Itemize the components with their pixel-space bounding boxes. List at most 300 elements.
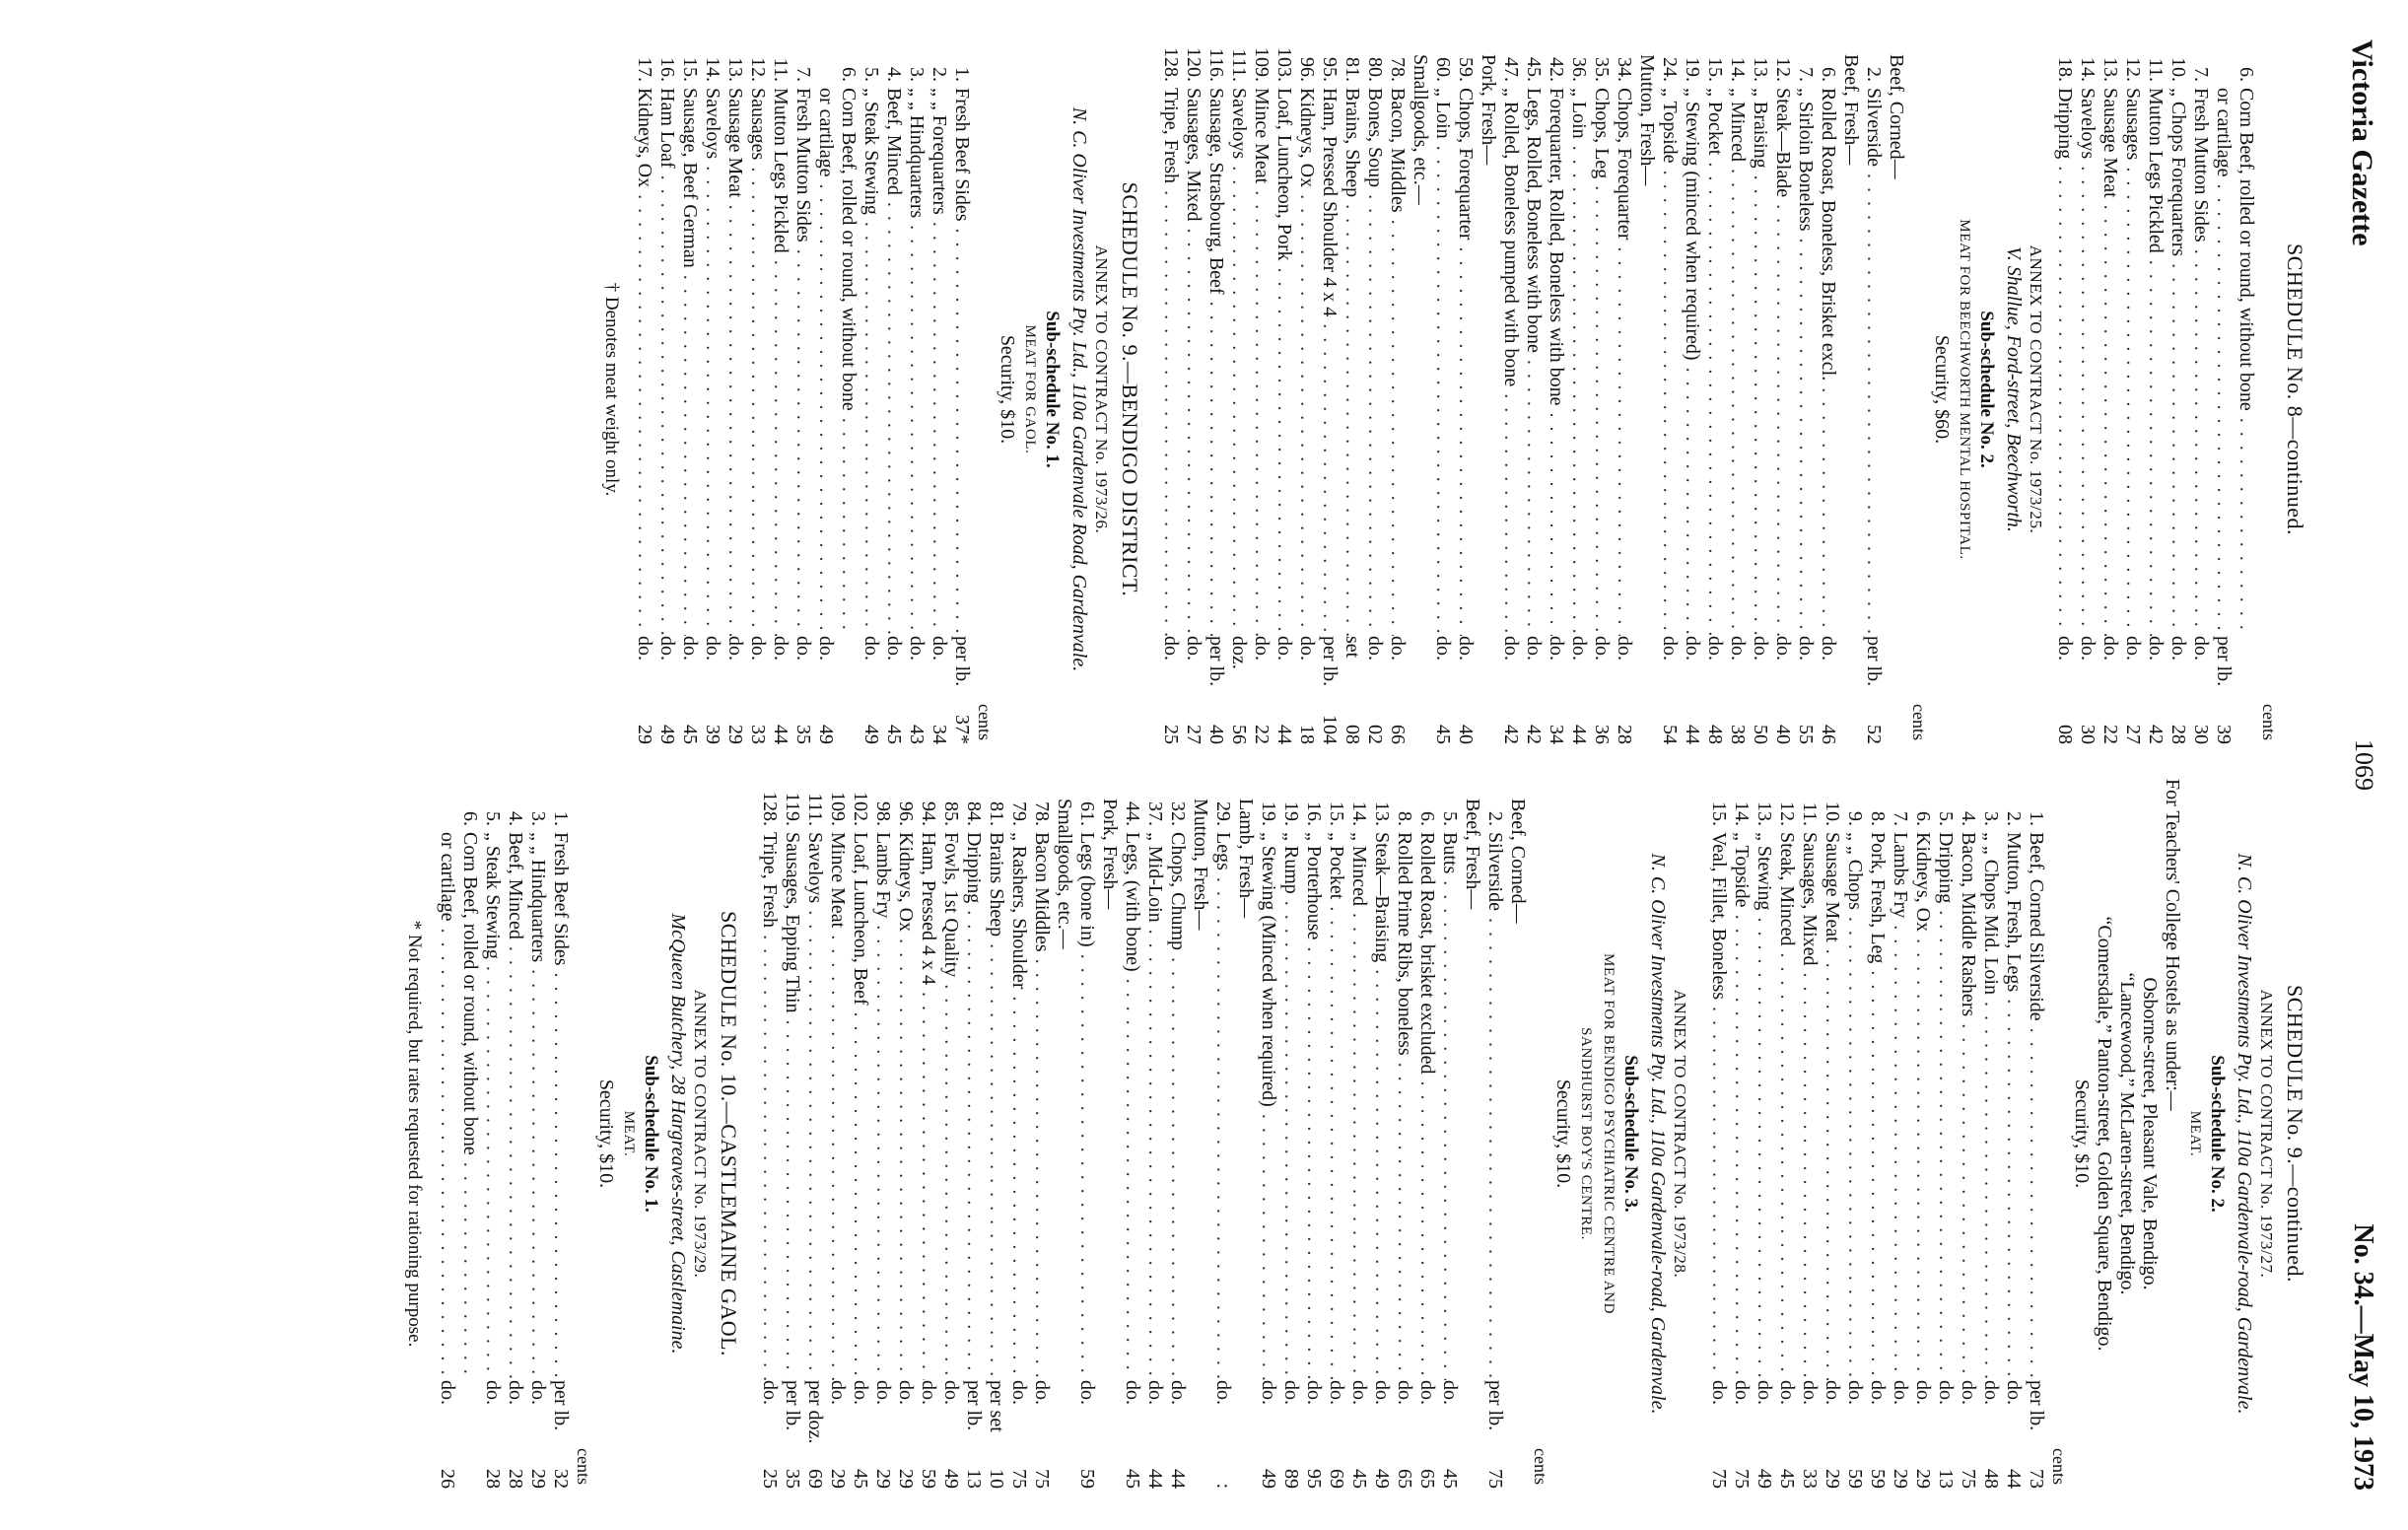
item-unit: do.	[747, 636, 769, 661]
item-number: 81.	[986, 801, 1007, 826]
meat-heading-1973-27: MEAT.	[2187, 1110, 2203, 1157]
item-number: 60.	[1432, 57, 1454, 82]
item-price: 75	[1008, 1469, 1030, 1489]
item-name: Sausage Meat . .	[2098, 88, 2121, 636]
item-name: „ Topside . .	[1730, 832, 1753, 1380]
pork-fresh-items	[1075, 779, 1098, 1489]
item-price: 75	[1484, 1469, 1506, 1489]
item-price: :	[1212, 1483, 1234, 1489]
item-price: 26	[437, 1469, 458, 1489]
item-price: 44	[2003, 1469, 2025, 1489]
item-price: 02	[1364, 725, 1386, 744]
item-number: 3.	[906, 67, 928, 82]
price-row	[1204, 35, 1227, 744]
price-row	[1318, 35, 1341, 744]
price-row	[1075, 779, 1098, 1489]
item-name: „ Porterhouse . .	[1302, 832, 1325, 1380]
item-name: Chops, Chump . .	[1166, 832, 1189, 1380]
item-unit: per lb.	[782, 1380, 803, 1431]
item-price: 104	[1319, 715, 1341, 744]
item-unit: do.	[1568, 636, 1590, 661]
item-price: 48	[1980, 1469, 2002, 1489]
item-name: Sausage, Beef German . .	[678, 88, 701, 636]
item-price: 13	[1935, 1469, 1957, 1489]
price-row	[1273, 35, 1295, 744]
item-name: Sausages, Mixed . .	[1798, 832, 1821, 1380]
item-unit: do.	[1348, 1380, 1370, 1405]
price-row	[781, 779, 803, 1489]
item-price: 44	[1144, 1469, 1166, 1489]
item-name: Mutton Legs Pickled . .	[769, 88, 791, 636]
contractor-1973-25: V. Shallue, Ford-street, Beechworth.	[2003, 246, 2025, 532]
item-number: 37.	[1144, 801, 1166, 826]
item-unit: do.	[1799, 1380, 1821, 1405]
item-price: 73	[2026, 1469, 2047, 1489]
item-unit: do.	[2145, 636, 2167, 661]
item-number: 36.	[1568, 57, 1590, 82]
item-name: Sausages . .	[746, 88, 769, 636]
item-number: 81.	[1342, 57, 1363, 82]
item-unit: per lb.	[1319, 636, 1341, 687]
item-price: 08	[2054, 725, 2076, 744]
item-name: Sausage Meat . .	[1821, 832, 1843, 1380]
item-price: 55	[1795, 725, 1817, 744]
price-row	[1227, 35, 1250, 744]
item-number: 8.	[1394, 811, 1415, 826]
price-row	[1703, 35, 1726, 744]
item-number: 10.	[1822, 801, 1843, 826]
item-name: Sausages, Mixed . .	[1182, 88, 1204, 636]
item-unit: do.	[1614, 636, 1635, 661]
item-name: Bones, Soup . .	[1363, 88, 1386, 636]
item-price: 28	[505, 1469, 526, 1489]
item-price: 40	[1205, 725, 1227, 744]
price-row	[504, 779, 526, 1489]
item-name: Legs . .	[1211, 832, 1234, 1380]
item-name: Fowls, 1st Quality . .	[939, 832, 962, 1380]
item-name: Mutton Legs Pickled . .	[2144, 88, 2167, 636]
item-number: 78.	[1387, 57, 1409, 82]
item-number: 18.	[2054, 57, 2076, 82]
price-row	[814, 35, 837, 744]
item-price: 29	[872, 1469, 894, 1489]
item-unit: do.	[2054, 636, 2076, 661]
item-number: 116.	[1205, 47, 1227, 82]
item-name: Silverside . .	[1483, 832, 1506, 1380]
item-name: Chops, Forequarter . .	[1454, 88, 1477, 636]
item-unit: do.	[1844, 1380, 1866, 1405]
item-unit: do.	[1432, 636, 1454, 661]
item-number: 11.	[1799, 801, 1821, 826]
schedule-8-title: SCHEDULE No. 8—continued.	[2283, 243, 2307, 536]
price-row	[1567, 35, 1590, 744]
price-row	[837, 35, 860, 744]
price-row	[871, 779, 894, 1489]
category-heading: Mutton, Fresh—	[1190, 799, 1211, 931]
item-unit: do.	[827, 1380, 849, 1405]
item-price: 44	[1273, 725, 1295, 744]
item-name: „ „ Forequarters . .	[928, 88, 950, 636]
item-price: 29	[1890, 1469, 1911, 1489]
category-heading: Smallgoods, etc.—	[1410, 54, 1431, 205]
item-unit: do.	[702, 636, 723, 661]
item-unit: do.	[1958, 1380, 1979, 1405]
item-price: 29	[724, 725, 746, 744]
item-name: Beef, Minced . .	[882, 88, 905, 636]
sub-schedule-1973-27: Sub-schedule No. 2.	[2207, 1055, 2228, 1213]
security-1973-25: Security, $60.	[1931, 334, 1953, 445]
item-number: 11.	[2145, 57, 2167, 82]
item-unit: per lb.	[2026, 1380, 2047, 1431]
item-number: 7.	[2190, 67, 2212, 82]
item-unit: per lb.	[550, 1380, 572, 1431]
item-price: 43	[906, 725, 928, 744]
price-row	[1499, 35, 1522, 744]
item-number: 15.	[679, 57, 701, 82]
item-name: Legs, (with bone) . .	[1121, 832, 1143, 1380]
price-row	[791, 35, 814, 744]
item-number: 109.	[1251, 47, 1273, 82]
item-number: 1.	[951, 67, 973, 82]
item-number: 119.	[782, 792, 803, 826]
price-row	[1979, 779, 2002, 1489]
item-price: 18	[1296, 725, 1318, 744]
item-number: 13.	[1371, 801, 1393, 826]
item-number: 7.	[792, 67, 814, 82]
gaol-meat-items	[633, 35, 973, 744]
price-row	[1775, 779, 1798, 1489]
item-unit: do.	[759, 1380, 781, 1405]
item-price: 27	[2122, 725, 2144, 744]
item-price: 49	[1754, 1469, 1775, 1489]
item-unit: do.	[1273, 636, 1295, 661]
item-number: 19.	[1682, 57, 1703, 82]
meat-heading-1973-25: MEAT FOR BEECHWORTH MENTAL HOSPITAL.	[1957, 219, 1972, 560]
price-row	[458, 779, 481, 1489]
item-number: 1.	[550, 811, 572, 826]
price-row	[1159, 35, 1182, 744]
price-row	[758, 779, 781, 1489]
item-number: 94.	[918, 801, 939, 826]
price-row	[2076, 35, 2098, 744]
item-name: „ Chops Forequarters . .	[2167, 88, 2189, 636]
price-row	[826, 779, 849, 1489]
item-unit: do.	[2122, 636, 2144, 661]
price-row	[803, 779, 826, 1489]
item-name: „ Rashers, Shoulder . .	[1007, 832, 1030, 1380]
pork-fresh-items	[1431, 35, 1477, 744]
item-price: 22	[1251, 725, 1273, 744]
footnote-asterisk: * Not required, but rates requested for rationing purpose.	[404, 920, 425, 1348]
item-price: 69	[1326, 1469, 1347, 1489]
item-number: 15.	[1326, 801, 1347, 826]
item-unit: do.	[1167, 1380, 1189, 1405]
item-number: 98.	[872, 801, 894, 826]
item-unit: do.	[505, 1380, 526, 1405]
price-row	[1431, 35, 1454, 744]
item-unit: do.	[1754, 1380, 1775, 1405]
item-unit: do.	[1750, 636, 1771, 661]
price-row	[1753, 779, 1775, 1489]
item-unit: do.	[895, 1380, 917, 1405]
price-row	[1934, 779, 1957, 1489]
item-number: 6.	[459, 811, 481, 826]
item-unit: do.	[1416, 1380, 1438, 1405]
price-row	[1370, 779, 1393, 1489]
item-unit: do.	[929, 636, 950, 661]
item-price: 13	[963, 1469, 985, 1489]
item-name: Silverside . .	[1862, 88, 1885, 636]
item-price: 54	[1659, 725, 1681, 744]
item-number: 4.	[883, 67, 905, 82]
item-number: 3.	[1980, 811, 2002, 826]
item-name: Fresh Beef Sides . .	[549, 832, 572, 1380]
price-row	[1798, 779, 1821, 1489]
item-price: 75	[1731, 1469, 1753, 1489]
item-unit: do.	[2099, 636, 2121, 661]
item-number: 103.	[1273, 47, 1295, 82]
item-name: Saveloys . .	[803, 832, 826, 1380]
price-row	[1911, 779, 1934, 1489]
item-price: 49	[1371, 1469, 1393, 1489]
item-price: 50	[1750, 725, 1771, 744]
item-unit: do.	[656, 636, 678, 661]
price-row	[849, 779, 871, 1489]
item-number: 13.	[2099, 57, 2121, 82]
item-price: 38	[1727, 725, 1749, 744]
meat-heading-1973-28: SANDHURST BOY'S CENTRE.	[1578, 1027, 1594, 1240]
item-name: Ham, Pressed Shoulder 4 x 4 . .	[1318, 88, 1341, 636]
price-row	[1030, 779, 1053, 1489]
item-name: Corn Beef, rolled or round, without bone . .	[458, 832, 481, 1380]
item-price: 35	[782, 1469, 803, 1489]
price-row	[1257, 779, 1279, 1489]
item-unit: set	[1342, 636, 1363, 659]
price-row	[2167, 35, 2189, 744]
item-number: 29.	[1212, 801, 1234, 826]
item-name: Steak—Blade . .	[1771, 88, 1794, 636]
item-unit: per doz.	[804, 1380, 826, 1444]
item-number: 15.	[1708, 801, 1730, 826]
item-name: Beef, Minced . .	[504, 832, 526, 1380]
item-price: 28	[482, 1469, 504, 1489]
item-price: 44	[1568, 725, 1590, 744]
item-name: „ Minced . .	[1726, 88, 1749, 636]
item-unit: do.	[815, 636, 837, 661]
item-name: „ Topside . .	[1658, 88, 1681, 636]
item-name: or cartilage . .	[2212, 88, 2235, 636]
price-row	[2002, 779, 2025, 1489]
item-price: 59	[1867, 1469, 1889, 1489]
item-number: 4.	[1958, 811, 1979, 826]
price-row	[1454, 35, 1477, 744]
item-number: 32.	[1167, 801, 1189, 826]
smallgoods-items	[1159, 35, 1409, 744]
category-heading: Smallgoods, etc.—	[1054, 799, 1075, 949]
item-number: 2.	[929, 67, 950, 82]
item-unit: do.	[1867, 1380, 1889, 1405]
item-price: 59	[918, 1469, 939, 1489]
item-name: Mutton, Fresh, Legs . .	[2002, 832, 2025, 1380]
item-name: Sausages, Epping Thin . .	[781, 832, 803, 1380]
item-unit: do.	[940, 1380, 962, 1405]
item-name: Dripping . .	[2053, 88, 2076, 636]
item-number: 16.	[1303, 801, 1325, 826]
item-name: Kidneys, Ox . .	[633, 88, 655, 636]
item-name: „ Stewing (minced when required) . .	[1681, 88, 1703, 636]
sub-schedule-1973-28: Sub-schedule No. 3.	[1620, 1055, 1641, 1213]
item-price: 29	[1822, 1469, 1843, 1489]
category-heading: Beef, Fresh—	[1840, 54, 1862, 166]
hostels-line: Osborne-street, Pleasant Vale, Bendigo.	[2139, 977, 2161, 1290]
item-name: „ „ Hindquarters . .	[526, 832, 549, 1380]
item-unit: do.	[1280, 1380, 1302, 1405]
annex-1973-29: ANNEX TO CONTRACT No. 1973/29.	[691, 989, 710, 1279]
meat-heading-1973-29: MEAT.	[621, 1110, 637, 1157]
item-unit: do.	[906, 636, 928, 661]
price-row	[1007, 779, 1030, 1489]
price-row	[939, 779, 962, 1489]
item-number: 80.	[1364, 57, 1386, 82]
item-unit: do.	[1980, 1380, 2002, 1405]
item-unit: do.	[1364, 636, 1386, 661]
item-name: „ „ Chops . .	[1843, 832, 1866, 1380]
security-1973-26: Security, $10.	[997, 334, 1018, 445]
price-row	[481, 779, 504, 1489]
item-price: 65	[1416, 1469, 1438, 1489]
security-1973-27: Security, $10.	[2071, 1078, 2093, 1189]
item-number: 6.	[1912, 811, 1934, 826]
item-price: 48	[1704, 725, 1726, 744]
item-name: Kidneys, Ox . .	[894, 832, 917, 1380]
item-number: 7.	[1795, 67, 1817, 82]
item-number: 5.	[1935, 811, 1957, 826]
item-unit: do.	[2003, 1380, 2025, 1405]
item-price: 34	[929, 725, 950, 744]
price-row	[723, 35, 746, 744]
annex-1973-25: ANNEX TO CONTRACT No. 1973/25.	[2027, 244, 2045, 534]
item-name: „ Rump . .	[1279, 832, 1302, 1380]
cents-label: cents	[1531, 1448, 1550, 1485]
item-unit: do.	[1935, 1380, 1957, 1405]
cents-label: cents	[1909, 704, 1929, 740]
price-row	[1545, 35, 1567, 744]
item-number: 42.	[1546, 57, 1567, 82]
item-unit: do.	[1727, 636, 1749, 661]
item-price: 30	[2077, 725, 2098, 744]
hostel-meat-items	[1707, 779, 2047, 1489]
item-name: Veal, Fillet, Boneless . .	[1707, 832, 1730, 1380]
item-unit: do.	[770, 636, 791, 661]
item-price: 75	[1031, 1469, 1053, 1489]
item-number: 13.	[724, 57, 746, 82]
price-row	[1862, 35, 1885, 744]
item-number: 5.	[482, 811, 504, 826]
item-name: Forequarter, Rolled, Boneless with bone . .	[1545, 88, 1567, 636]
sub-schedule-1973-25: Sub-schedule No. 2.	[1976, 311, 1997, 468]
item-price: 42	[2145, 725, 2167, 744]
price-row	[1325, 779, 1347, 1489]
price-row	[1707, 779, 1730, 1489]
price-row	[1726, 35, 1749, 744]
item-price: 59	[1844, 1469, 1866, 1489]
item-name: Beef, Corned Silverside . .	[2025, 832, 2047, 1380]
item-name: Brains, Sheep . .	[1341, 88, 1363, 636]
item-price: 45	[679, 725, 701, 744]
item-name: Dripping . .	[1934, 832, 1957, 1380]
category-heading: Beef, Fresh—	[1462, 799, 1483, 910]
price-row	[1341, 35, 1363, 744]
item-name: Lambs Fry . .	[871, 832, 894, 1380]
item-number: 2.	[1863, 67, 1885, 82]
item-price: 52	[1863, 725, 1885, 744]
item-unit: do.	[872, 1380, 894, 1405]
smallgoods-items	[758, 779, 1053, 1489]
item-number: 14.	[2077, 57, 2098, 82]
item-price: 29	[827, 1469, 849, 1489]
item-price: 46	[1818, 725, 1839, 744]
category-heading: Lamb, Fresh—	[1235, 799, 1257, 919]
annex-1973-28: ANNEX TO CONTRACT No. 1973/28.	[1671, 989, 1689, 1279]
price-row	[1771, 35, 1794, 744]
price-row	[1749, 35, 1771, 744]
item-name: Legs (bone in) . .	[1075, 832, 1098, 1380]
item-name: „ Sirloin Boneless . .	[1794, 88, 1817, 636]
price-row	[1295, 35, 1318, 744]
item-unit: do.	[1682, 636, 1703, 661]
price-row	[1821, 779, 1843, 1489]
item-unit: do.	[1591, 636, 1613, 661]
item-name: Corn Beef, rolled or round, without bone . .	[2235, 88, 2257, 636]
item-price: 33	[747, 725, 769, 744]
item-number: 61.	[1076, 801, 1098, 826]
item-price: 08	[1342, 725, 1363, 744]
item-price: 34	[1546, 725, 1567, 744]
price-row	[962, 779, 985, 1489]
item-number: 13.	[1750, 57, 1771, 82]
item-number: 45.	[1523, 57, 1545, 82]
price-row	[1438, 779, 1461, 1489]
item-name: Butts . .	[1438, 832, 1461, 1380]
category-heading: Mutton, Fresh—	[1636, 54, 1658, 186]
item-number: 111.	[804, 793, 826, 826]
item-unit: do.	[679, 636, 701, 661]
item-unit: do.	[850, 1380, 871, 1405]
item-unit: do.	[1371, 1380, 1393, 1405]
price-row	[1794, 35, 1817, 744]
price-row	[905, 35, 928, 744]
item-name: Brains Sheep . .	[985, 832, 1007, 1380]
item-number: 12.	[747, 57, 769, 82]
item-name: Fresh Beef Sides . .	[950, 88, 973, 636]
item-price: 45	[850, 1469, 871, 1489]
price-row	[1393, 779, 1415, 1489]
item-name: „ Steak Stewing . .	[860, 88, 882, 636]
item-name: Dripping . .	[962, 832, 985, 1380]
item-name: Sausage, Strasbourg, Beef . .	[1204, 88, 1227, 636]
item-unit: do.	[1439, 1380, 1461, 1405]
item-name: Corn Beef, rolled or round, without bone . .	[837, 88, 860, 636]
item-number: 12.	[1776, 801, 1798, 826]
meat-heading-1973-28: MEAT FOR BENDIGO PSYCHIATRIC CENTRE AND	[1601, 952, 1617, 1315]
item-name: Chops, Leg . .	[1590, 88, 1613, 636]
price-row	[1143, 779, 1166, 1489]
item-name: „ „ Hindquarters . .	[905, 88, 928, 636]
item-price: 40	[1455, 725, 1477, 744]
price-row	[1182, 35, 1204, 744]
item-unit: do.	[482, 1380, 504, 1405]
item-number: 47.	[1500, 57, 1522, 82]
